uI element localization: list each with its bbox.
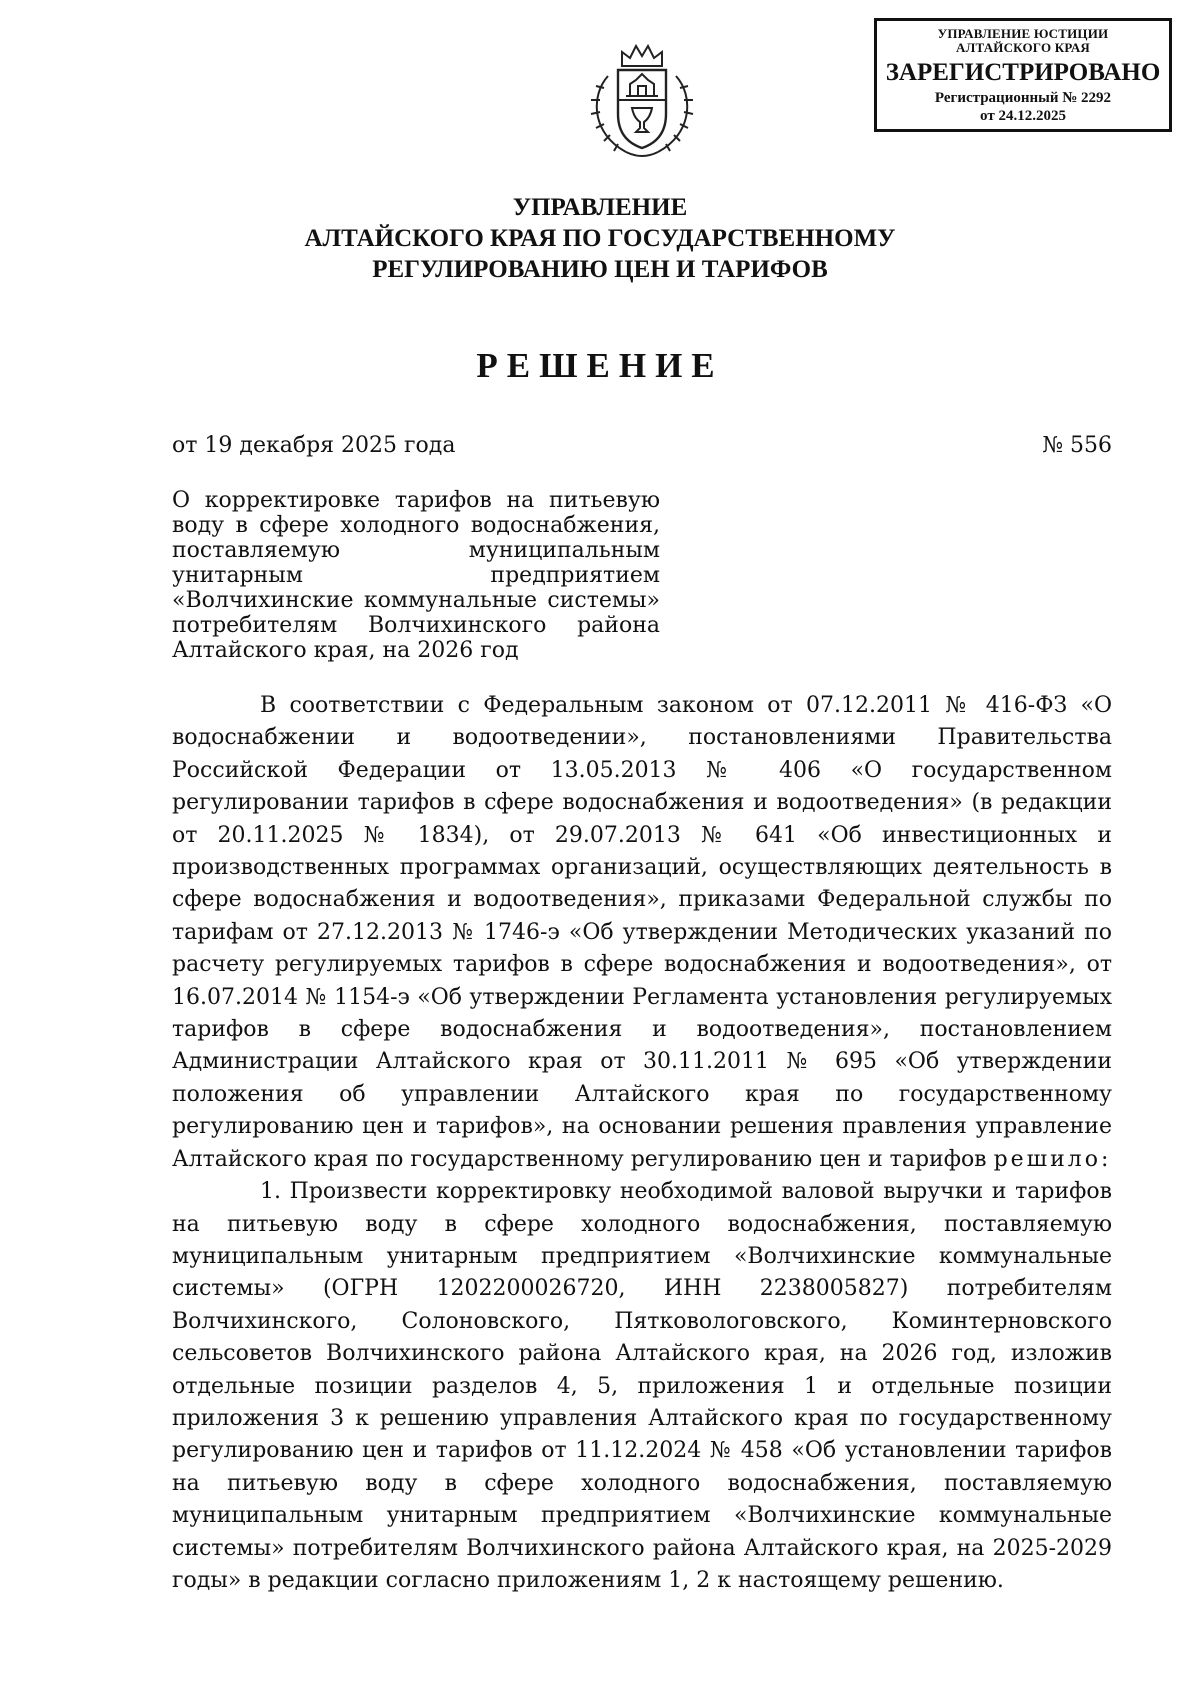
stamp-reg-date: от 24.12.2025 (980, 108, 1066, 124)
agency-heading-line-1: УПРАВЛЕНИЕ (512, 194, 688, 221)
document-type-title: РЕШЕНИЕ (476, 346, 724, 385)
decision-subject: О корректировке тарифов на питьевую воду в сфере холодного водоснабжения, поставляемую муниципальным унитарным предприятием «Волчихинские коммунальные системы» потребителям Волчихинского района Алтайского края, на 2026 год (172, 488, 660, 663)
agency-heading (150, 192, 1050, 285)
stamp-org-line-2: АЛТАЙСКОГО КРАЯ (956, 40, 1090, 55)
preamble-paragraph (172, 690, 1112, 1176)
document-body (172, 690, 1112, 1597)
decision-date: от 19 декабря 2025 года (172, 433, 456, 458)
decision-number: № 556 (1042, 433, 1112, 458)
decided-word: решило: (993, 1146, 1112, 1172)
stamp-reg-number: Регистрационный № 2292 (934, 90, 1112, 106)
registration-stamp (874, 18, 1172, 132)
agency-heading-line-3: РЕГУЛИРОВАНИЮ ЦЕН И ТАРИФОВ (372, 256, 828, 283)
agency-heading-line-2: АЛТАЙСКОГО КРАЯ ПО ГОСУДАРСТВЕННОМУ (304, 225, 896, 252)
stamp-org-line-1: УПРАВЛЕНИЕ ЮСТИЦИИ (937, 26, 1109, 41)
clause-1-paragraph: 1. Произвести корректировку необходимой валовой выручки и тарифов на питьевую воду в сфере холодного водоснабжения, поставляемую муниципальным унитарным предприятием «Волчихинские коммунальные системы» (ОГРН 1202200026720, ИНН 2238005827) потребителям Волчихинского, Солоновского, Пятковологовского, Коминтерновского сельсоветов Волчихинского района Алтайского края, на 2026 год, изложив отдельные позиции разделов 4, 5, приложения 1 и отдельные позиции приложения 3 к решению управления Алтайского края по государственному регулированию цен и тарифов от 11.12.2024 № 458 «Об установлении тарифов на питьевую воду в сфере холодного водоснабжения, поставляемую муниципальным унитарным предприятием «Волчихинские коммунальные системы» потребителям Волчихинского района Алтайского края, на 2025-2029 годы» в редакции согласно приложениям 1, 2 к настоящему решению. (172, 1179, 1112, 1593)
preamble-text: В соответствии с Федеральным законом от 07.12.2011 № 416-ФЗ «О водоснабжении и водоотведении», постановлениями Правительства Российской Федерации от 13.05.2013 № 406 «О государственном регулировании тарифов в сфере водоснабжения и водоотведения» (в редакции от 20.11.2025 № 1834), от 29.07.2013 № 641 «Об инвестиционных и производственных программах организаций, осуществляющих деятельность в сфере водоснабжения и водоотведения», приказами Федеральной службы по тарифам от 27.12.2013 № 1746-э «Об утверждении Методических указаний по расчету регулируемых тарифов в сфере водоснабжения и водоотведения», от 16.07.2014 № 1154-э «Об утверждении Регламента установления регулируемых тарифов в сфере водоснабжения и водоотведения», постановлением Администрации Алтайского края от 30.11.2011 № 695 «Об утверждении положения об управлении Алтайского края по государственному регулированию цен и тарифов», на основании решения правления управление Алтайского края по государственному регулированию цен и тарифов (172, 693, 1112, 1172)
stamp-status: ЗАРЕГИСТРИРОВАНО (885, 59, 1161, 86)
coat-of-arms-icon (578, 36, 706, 166)
